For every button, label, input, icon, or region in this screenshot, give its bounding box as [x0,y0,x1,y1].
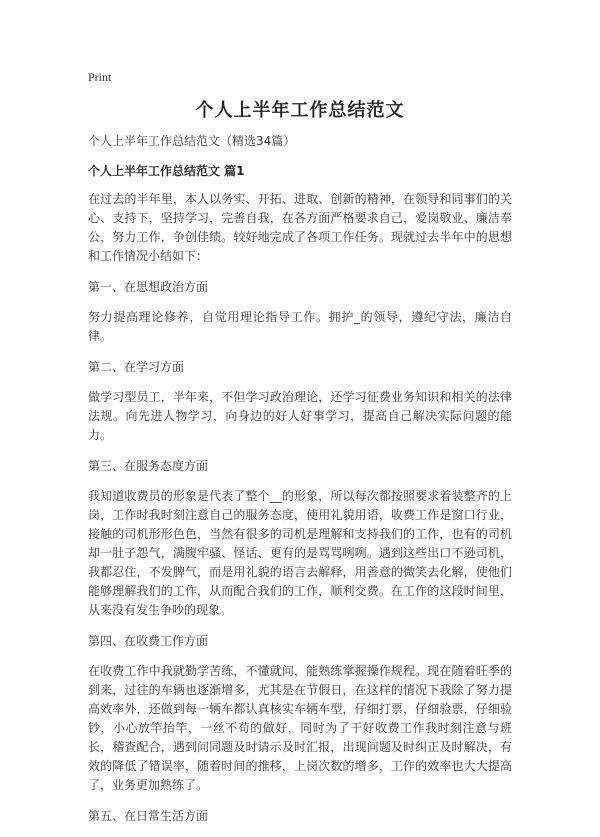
document-subtitle: 个人上半年工作总结范文（精选34篇） [88,134,296,148]
intro-paragraph: 在过去的半年里，本人以务实、开拓、进取、创新的精神，在领导和同事们的关心、支持下，坚持学习，完善自我，在各方面严格要求自己，爱岗敬业、廉洁奉公，努力工作，争创佳绩。较好地完成了各项工作任务。现就过去半年中的思想和工作情况小结如下： [88,192,512,263]
section-title: 个人上半年工作总结范文 篇1 [88,164,245,178]
page-title: 个人上半年工作总结范文 [195,100,405,121]
section-heading-politics: 第一、在思想政治方面 [88,280,209,294]
section-heading-toll: 第四、在收费工作方面 [88,634,209,648]
section-body-study: 做学习型员工，半年来，不但学习政治理论，还学习征费业务知识和相关的法律法规。向先进人物学习，向身边的好人好事学习，提高自己解决实际问题的能力。 [88,390,512,442]
section-body-politics: 努力提高理论修养，自觉用理论指导工作。拥护_的领导，遵纪守法，廉洁自律。 [88,310,512,343]
section-heading-service: 第三、在服务态度方面 [88,459,209,473]
print-link[interactable]: Print [88,70,112,84]
document-body [88,132,512,837]
section-heading-study: 第二、在学习方面 [88,360,185,374]
section-heading-daily-life: 第五、在日常生活方面 [88,809,209,823]
section-body-toll: 在收费工作中我就勤学苦练，不懂就问，能熟练掌握操作规程。现在随着旺季的到来，过往的车辆也逐渐增多，尤其是在节假日，在这样的情况下我除了努力提高效率外，还做到每一辆车都认真核实车辆车型，仔细打票，仔细验票，仔细验钞，小心放竿抬竿，一丝不苟的做好，同时为了干好收费工作我时刻注意与班长，稽查配合，遇到问同题及时请示及时汇报，出现问题及时纠正及时解决，有效的降低了错误率，随着时间的推移，上岗次数的增多，工作的效率也大大提高了，业务更加熟练了。 [88,664,512,792]
section-body-service: 我知道收费员的形象是代表了整个__的形象，所以每次都按照要求着装整齐的上岗，工作时我时刻注意自己的服务态度，使用礼貌用语，收费工作是窗口行业，接触的司机形形色色，当然有很多的司机是理解和支持我们的工作，也有的司机却一肚子怨气，满腹牢骚、怪话、更有的是骂骂咧咧。遇到这些出口不逊司机，我都忍住，不发脾气，而是用礼貌的语言去解释，用善意的微笑去化解，使他们能够理解我们的工作，从而配合我们的工作，顺利交费。在工作的这段时间里，从来没有发生争吵的现象。 [88,489,512,617]
